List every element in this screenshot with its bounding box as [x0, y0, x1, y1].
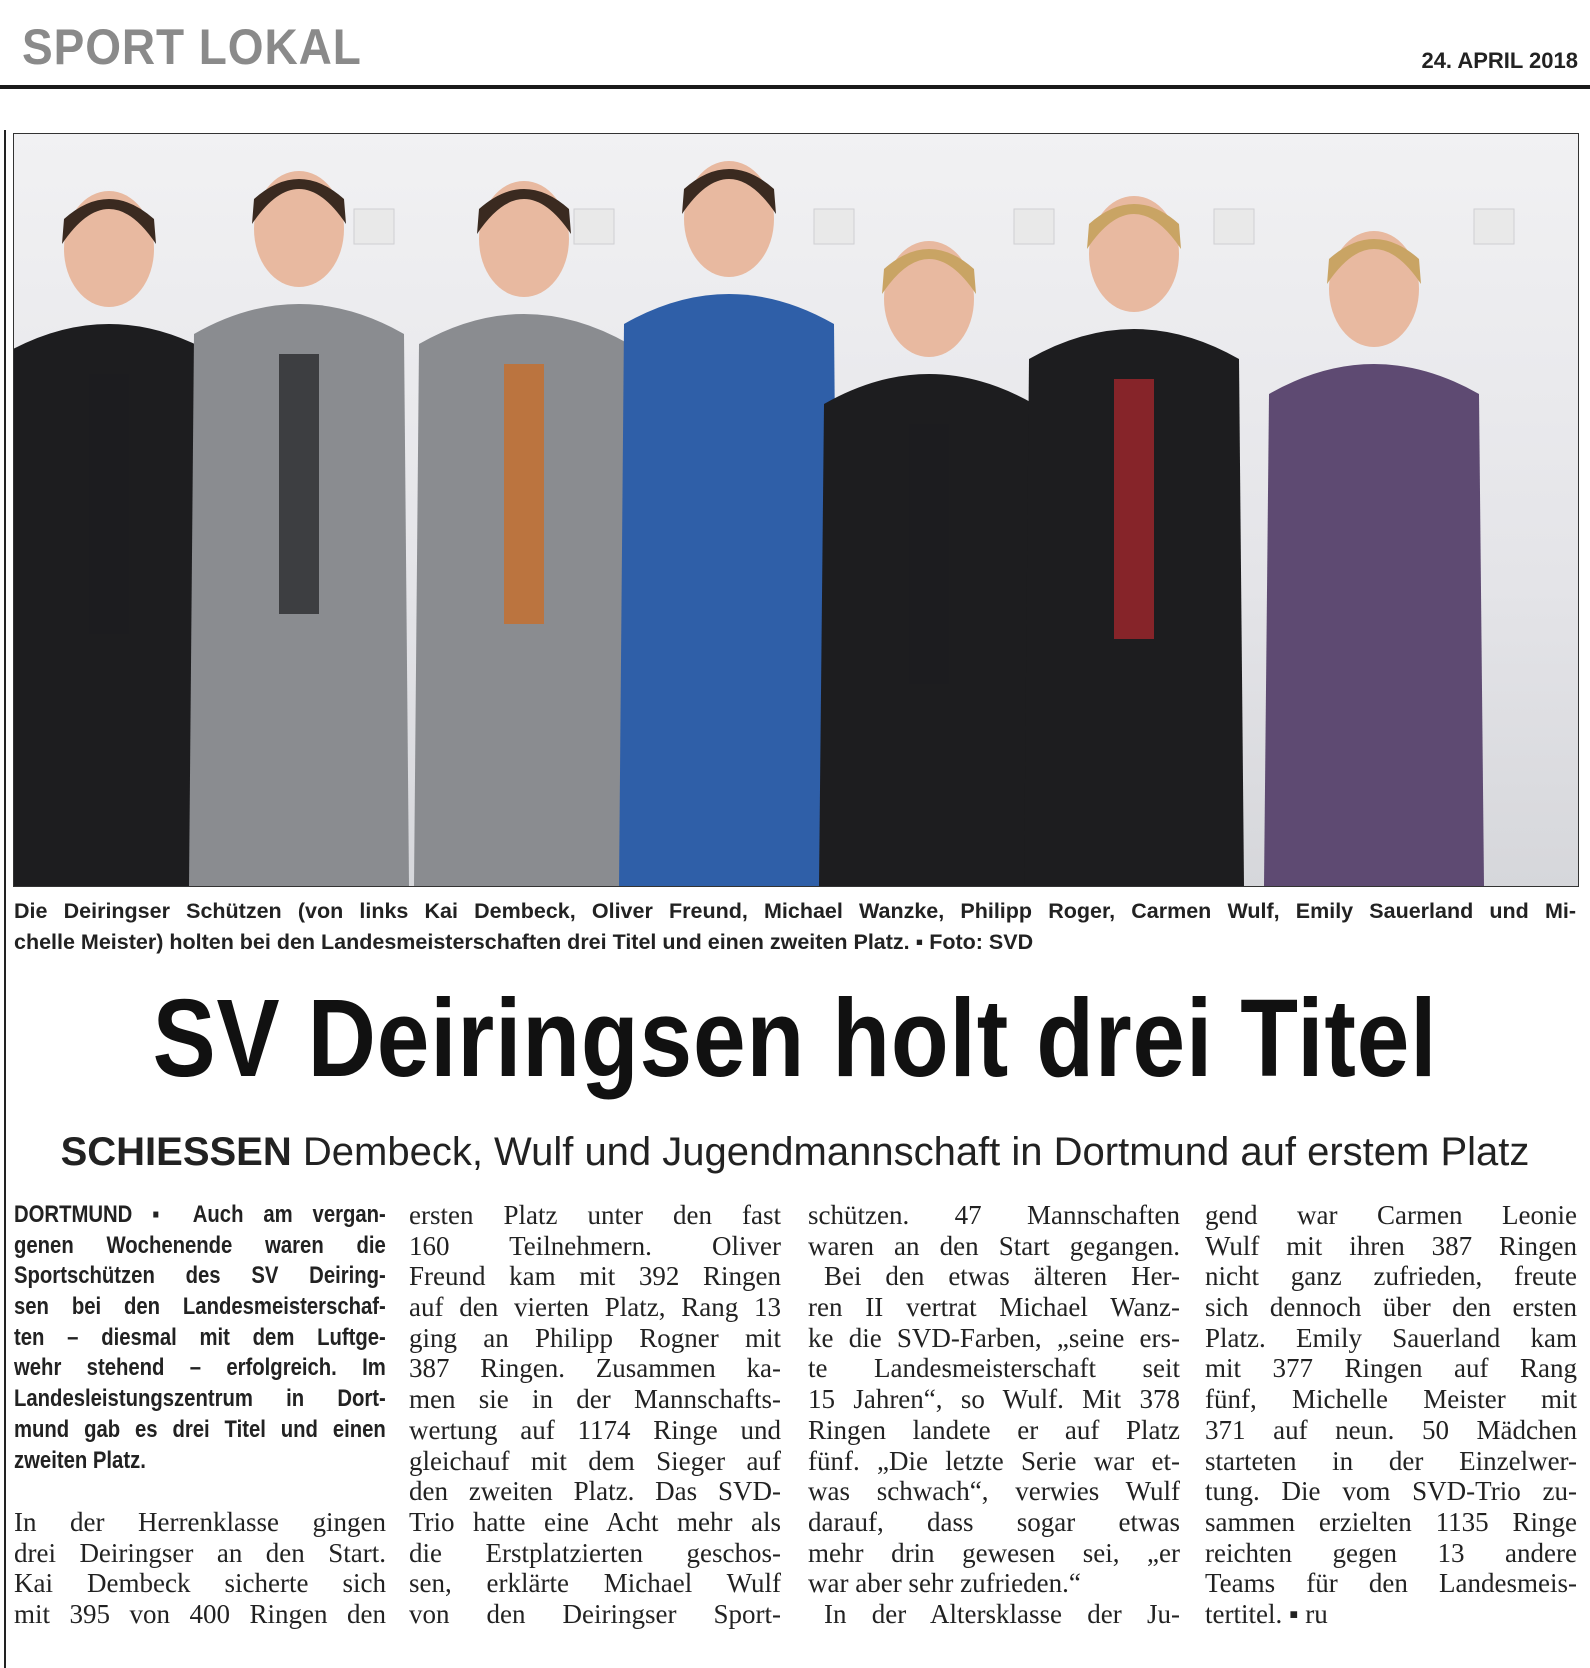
article-line: was schwach“, verwies Wulf: [808, 1476, 1180, 1507]
article-line: zweiten Platz.: [14, 1446, 146, 1474]
photo-caption: [14, 896, 1576, 958]
article-line: 387 Ringen. Zusammen ka-: [409, 1353, 781, 1384]
article-line: gend war Carmen Leonie: [1205, 1200, 1577, 1230]
article-line: starteten in der Einzelwer-: [1205, 1445, 1577, 1476]
article-line: mehr drin gewesen sei, „er: [808, 1537, 1180, 1568]
article-line: ten – diesmal mit dem Luftge-: [14, 1323, 386, 1351]
article-line: von den Deiringser Sport-: [409, 1598, 781, 1629]
article-line: ersten Platz unter den fast: [409, 1200, 781, 1230]
article-line: Trio hatte eine Acht mehr als: [409, 1506, 781, 1537]
article-line: In der Herrenklasse gingen: [14, 1506, 386, 1537]
subhead-text: Dembeck, Wulf und Jugendmannschaft in Dortmund auf erstem Platz: [302, 1130, 1530, 1174]
article-column-2: [409, 1200, 781, 1630]
article-line: reichten gegen 13 andere: [1205, 1537, 1577, 1568]
article-line: fünf. „Die letzte Serie war et-: [808, 1445, 1180, 1476]
headline: SV Deiringsen holt drei Titel: [152, 977, 1438, 1100]
article-line: Teams für den Landesmeis-: [1205, 1568, 1577, 1599]
article-line: te Landesmeisterschaft seit: [808, 1353, 1180, 1384]
caption-line: Die Deiringser Schützen (von links Kai Dembeck, Oliver Freund, Michael Wanzke, Philipp Roger, Carmen Wulf, Emily Sauerland und Mi-: [14, 899, 1576, 923]
article-line: sich dennoch über den ersten: [1205, 1292, 1577, 1323]
article-line: Bei den etwas älteren Her-: [824, 1261, 1180, 1292]
article-line: men sie in der Mannschafts-: [409, 1384, 781, 1415]
article-line: Wulf mit ihren 387 Ringen: [1205, 1230, 1577, 1261]
article-line: sen bei den Landesmeisterschaf-: [14, 1293, 386, 1321]
frame-border: [4, 130, 6, 1668]
article-line: ren II vertrat Michael Wanz-: [808, 1292, 1180, 1323]
article-line: Sportschützen des SV Deiring-: [14, 1262, 386, 1290]
article-column-1: [14, 1200, 386, 1630]
article-line: mit 395 von 400 Ringen den: [14, 1598, 386, 1629]
issue-date: 24. APRIL 2018: [1421, 48, 1578, 73]
subheadline: [0, 1130, 1590, 1175]
article-column-4: [1205, 1200, 1577, 1630]
article-line: mund gab es drei Titel und einen: [14, 1415, 386, 1443]
kicker: SCHIESSEN: [60, 1130, 292, 1174]
article-line: darauf, dass sogar etwas: [808, 1506, 1180, 1537]
article-line: drei Deiringser an den Start.: [14, 1537, 386, 1568]
article-line: DORTMUND ▪ Auch am vergan-: [14, 1201, 386, 1228]
article-line: sen, erklärte Michael Wulf: [409, 1568, 781, 1599]
article-line: 160 Teilnehmern. Oliver: [409, 1230, 781, 1261]
article-line: wertung auf 1174 Ringe und: [409, 1414, 781, 1445]
section-title: SPORT LOKAL: [22, 19, 362, 75]
article-line: waren an den Start gegangen.: [808, 1230, 1180, 1261]
article-line: ke die SVD-Farben, „seine ers-: [808, 1322, 1180, 1353]
team-photo: [13, 133, 1579, 887]
article-line: ging an Philipp Rogner mit: [409, 1322, 781, 1353]
article-line: genen Wochenende waren die: [14, 1231, 386, 1259]
article-line: 15 Jahren“, so Wulf. Mit 378: [808, 1384, 1180, 1415]
article-line: tung. Die vom SVD-Trio zu-: [1205, 1476, 1577, 1507]
article-line: tertitel. ▪ ru: [1205, 1598, 1328, 1629]
caption-line: chelle Meister) holten bei den Landesmeisterschaften drei Titel und einen zweiten Platz. ▪ Foto: SVD: [14, 930, 1034, 954]
article-line: den zweiten Platz. Das SVD-: [409, 1476, 781, 1507]
article-line: mit 377 Ringen auf Rang: [1205, 1353, 1577, 1384]
article-line: schützen. 47 Mannschaften: [808, 1200, 1180, 1230]
article-line: 371 auf neun. 50 Mädchen: [1205, 1414, 1577, 1445]
article-line: Ringen landete er auf Platz: [808, 1414, 1180, 1445]
article-column-3: [808, 1200, 1180, 1630]
article-line: die Erstplatzierten geschos-: [409, 1537, 781, 1568]
article-line: Freund kam mit 392 Ringen: [409, 1261, 781, 1292]
article-line: war aber sehr zufrieden.“: [808, 1568, 1081, 1599]
article-line: Landesleistungszentrum in Dort-: [14, 1385, 386, 1413]
article-line: Platz. Emily Sauerland kam: [1205, 1322, 1577, 1353]
article-line: sammen erzielten 1135 Ringe: [1205, 1506, 1577, 1537]
article-line: In der Altersklasse der Ju-: [824, 1598, 1180, 1629]
article-line: nicht ganz zufrieden, freute: [1205, 1261, 1577, 1292]
article-line: fünf, Michelle Meister mit: [1205, 1384, 1577, 1415]
header-rule: [0, 85, 1590, 89]
article-line: auf den vierten Platz, Rang 13: [409, 1292, 781, 1323]
article-line: Kai Dembeck sicherte sich: [14, 1568, 386, 1599]
article-line: gleichauf mit dem Sieger auf: [409, 1445, 781, 1476]
article-line: wehr stehend – erfolgreich. Im: [14, 1354, 386, 1382]
team-photo-image: [14, 134, 1578, 886]
